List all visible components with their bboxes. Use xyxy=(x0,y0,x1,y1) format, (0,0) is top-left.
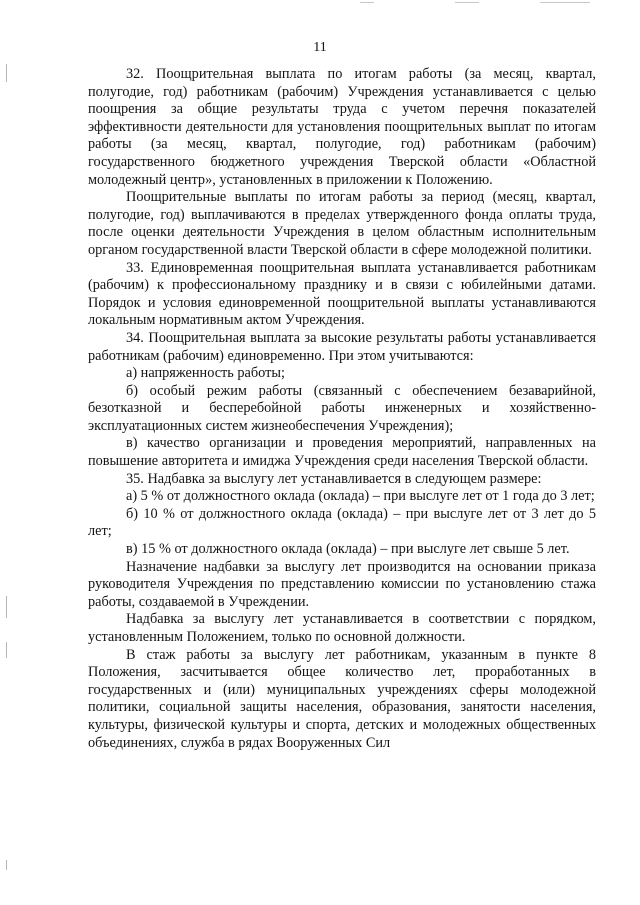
page-number: 11 xyxy=(313,40,327,55)
list-item-35c: в) 15 % от должностного оклада (оклада) – при выслуге лет свыше 5 лет. xyxy=(126,541,570,558)
paragraph-bonus-assignment: Назначение надбавки за выслугу лет производится на основании приказа руководителя Учреждения по представлению комиссии по установлению стажа работы, создаваемой в Учреждении. xyxy=(88,558,596,610)
scan-margin-mark xyxy=(6,64,7,82)
scan-artifact xyxy=(540,2,590,3)
paragraph-32: 32. Поощрительная выплата по итогам работы (за месяц, квартал, полугодие, год) работникам (рабочим) Учреждения устанавливается с целью поощрения за общие результаты труда с учетом перечня показателей эффективности деятельности для установления поощрительных выплат по итогам работы (за месяц, квартал, полугодие, год) работникам (рабочим) государственного бюджетного учреждения Тверской области «Областной молодежный центр», установленных в приложении к Положению. xyxy=(88,66,596,188)
list-item-34b: б) особый режим работы (связанный с обеспечением безаварийной, безотказной и бесперебойной работы инженерных и хозяйственно-эксплуатационных систем жизнеобеспечения Учреждения); xyxy=(88,382,596,434)
scan-artifact xyxy=(455,2,479,3)
paragraph-33: 33. Единовременная поощрительная выплата устанавливается работникам (рабочим) к профессиональному празднику и в связи с юбилейными датами. Порядок и условия единовременной поощрительной выплаты устанавливаются локальным нормативным актом Учреждения. xyxy=(88,259,596,329)
paragraph-bonus-order: Надбавка за выслугу лет устанавливается в соответствии с порядком, установленным Положением, только по основной должности. xyxy=(88,611,596,645)
scan-artifact xyxy=(360,2,374,3)
list-item-34a: а) напряженность работы; xyxy=(126,365,285,382)
list-item-35a: а) 5 % от должностного оклада (оклада) – при выслуге лет от 1 года до 3 лет; xyxy=(126,488,595,505)
paragraph-32-continuation: Поощрительные выплаты по итогам работы за период (месяц, квартал, полугодие, год) выплачиваются в пределах утвержденного фонда оплаты труда, после оценки деятельности Учреждения в целом областным исполнительным органом государственной власти Тверской области в сфере молодежной политики. xyxy=(88,189,596,258)
list-item-34c: в) качество организации и проведения мероприятий, направленных на повышение авторитета и имиджа Учреждения среди населения Тверской области. xyxy=(88,435,596,470)
paragraph-length-of-service: В стаж работы за выслугу лет работникам, указанным в пункте 8 Положения, засчитывается общее количество лет, проработанных в государственных и (или) муниципальных учреждениях сферы молодежной политики, социальной защиты населения, образования, занятости населения, культуры, физической культуры и спорта, детских и молодежных общественных объединениях, служба в рядах Вооруженных Сил xyxy=(88,646,596,751)
document-body xyxy=(88,66,596,752)
list-item-35b: б) 10 % от должностного оклада (оклада) – при выслуге лет от 3 лет до 5 лет; xyxy=(88,505,596,540)
scan-margin-mark xyxy=(6,860,7,870)
paragraph-35: 35. Надбавка за выслугу лет устанавливается в следующем размере: xyxy=(126,470,542,487)
paragraph-34: 34. Поощрительная выплата за высокие результаты работы устанавливается работникам (рабочим) единовременно. При этом учитываются: xyxy=(88,329,596,364)
scan-margin-mark xyxy=(6,596,7,618)
scan-margin-mark xyxy=(6,642,7,658)
